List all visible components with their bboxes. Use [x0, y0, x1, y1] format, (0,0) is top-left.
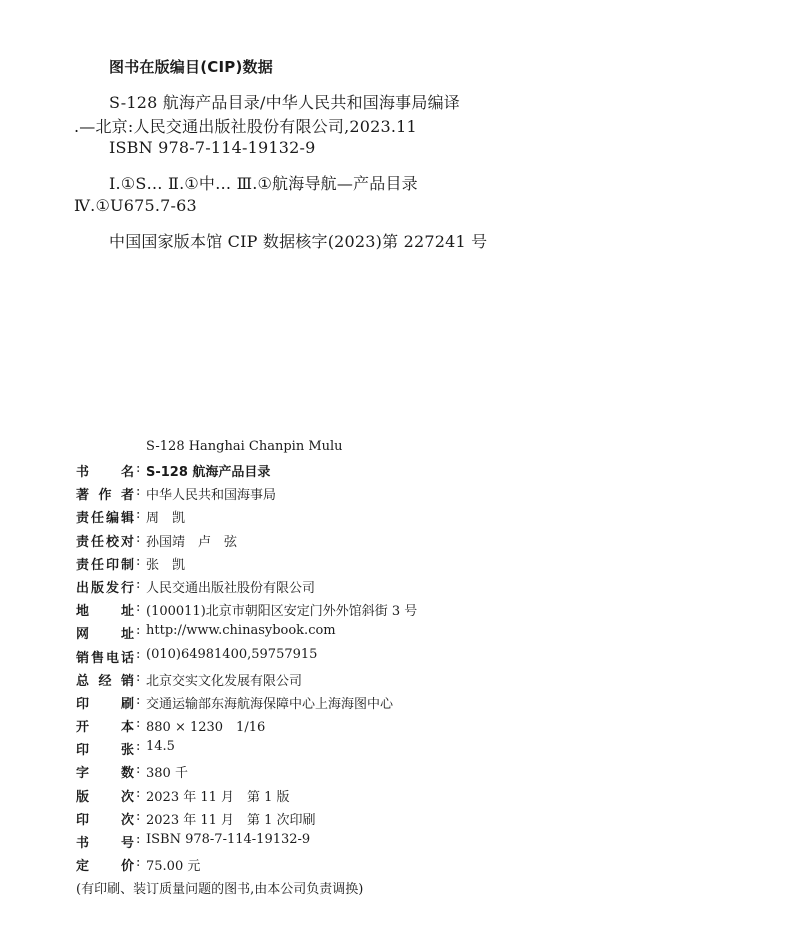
- colophon-row-colon: :: [136, 507, 141, 523]
- label-char: 开: [76, 720, 90, 736]
- colophon-row-colon: :: [136, 808, 141, 824]
- colophon-row-colon: :: [136, 762, 141, 778]
- label-char: 辑: [120, 511, 134, 527]
- colophon-row-colon: :: [136, 716, 141, 732]
- colophon-row-label: [76, 855, 134, 874]
- colophon-row-colon: :: [136, 785, 141, 801]
- colophon-row-colon: :: [136, 600, 141, 616]
- colophon-row-value: 周 凯: [146, 511, 186, 527]
- colophon-row: [76, 645, 756, 668]
- cip-data-block: [0, 0, 790, 420]
- colophon-row-label: [76, 484, 134, 503]
- colophon-row-value: (100011)北京市朝阳区安定门外外馆斜街 3 号: [146, 604, 418, 620]
- colophon-row-label: [76, 623, 134, 642]
- colophon-row: [76, 575, 756, 598]
- label-char: 价: [120, 859, 134, 875]
- label-char: 发: [105, 580, 119, 596]
- colophon-row: [76, 668, 756, 691]
- colophon-row-label: [76, 554, 134, 573]
- colophon-row: [76, 459, 756, 482]
- colophon-row-label: [76, 577, 134, 596]
- label-char: 字: [76, 766, 90, 782]
- colophon-row: [76, 691, 756, 714]
- label-char: 制: [120, 557, 134, 573]
- colophon-row: [76, 598, 756, 621]
- colophon-row: [76, 853, 756, 876]
- label-char: 行: [120, 580, 134, 596]
- label-char: 次: [120, 789, 134, 805]
- label-char: 次: [120, 812, 134, 828]
- colophon-row: [76, 807, 756, 830]
- colophon-row-value: 2023 年 11 月 第 1 版: [146, 789, 290, 805]
- label-char: 印: [76, 696, 90, 712]
- colophon-row-label: [76, 600, 134, 619]
- label-char: 印: [76, 743, 90, 759]
- colophon-row-label: [76, 670, 134, 689]
- colophon-row-label: [76, 693, 134, 712]
- colophon-row: [76, 830, 756, 853]
- colophon-row-value: 人民交通出版社股份有限公司: [146, 580, 316, 596]
- colophon-row-colon: :: [136, 576, 141, 592]
- label-char: 号: [120, 836, 134, 851]
- label-char: 印: [76, 812, 90, 828]
- colophon-row-colon: :: [136, 832, 141, 847]
- cip-line-isbn: ISBN 978-7-114-19132-9: [109, 138, 316, 157]
- colophon-row: [76, 760, 756, 783]
- colophon-row: [76, 505, 756, 528]
- label-char: 作: [98, 488, 112, 504]
- label-char: 销: [76, 650, 90, 666]
- label-char: 责: [76, 511, 90, 527]
- label-char: 印: [105, 557, 119, 573]
- colophon-row-colon: :: [136, 484, 141, 500]
- colophon-row-label: [76, 507, 134, 526]
- cip-line-subjects: Ⅰ.①S… Ⅱ.①中… Ⅲ.①航海导航—产品目录: [109, 174, 418, 193]
- label-char: 网: [76, 627, 90, 643]
- label-char: 任: [90, 511, 104, 527]
- colophon-row-colon: :: [136, 692, 141, 708]
- cip-line-classification: Ⅳ.①U675.7-63: [74, 196, 197, 215]
- label-char: 电: [105, 650, 119, 666]
- colophon-row: [76, 529, 756, 552]
- colophon-row-colon: :: [136, 739, 141, 755]
- colophon-row-value: 75.00 元: [146, 859, 201, 875]
- label-char: 书: [76, 836, 90, 851]
- cip-line-publisher: .—北京:人民交通出版社股份有限公司,2023.11: [74, 117, 417, 136]
- label-char: 校: [105, 534, 119, 550]
- label-char: 销: [120, 673, 134, 689]
- colophon-row-colon: :: [136, 855, 141, 871]
- pinyin-title: S-128 Hanghai Chanpin Mulu: [146, 439, 343, 454]
- label-char: 出: [76, 580, 90, 596]
- colophon-row: [76, 621, 756, 644]
- colophon-row-value: 交通运输部东海航海保障中心上海海图中心: [146, 696, 394, 712]
- colophon-row-value: 880 × 1230 1/16: [146, 720, 266, 736]
- label-char: 定: [76, 859, 90, 875]
- label-char: 张: [120, 743, 134, 759]
- label-char: 址: [120, 604, 134, 620]
- colophon-row-value: 中华人民共和国海事局: [146, 488, 277, 504]
- colophon-row: [76, 737, 756, 760]
- colophon-row-colon: :: [136, 553, 141, 569]
- colophon-row-value: http://www.chinasybook.com: [146, 623, 336, 639]
- label-char: 名: [120, 465, 134, 480]
- colophon-row-value: 北京交实文化发展有限公司: [146, 673, 303, 689]
- colophon-row-value: 孙国靖 卢 弦: [146, 534, 238, 550]
- label-char: 话: [120, 650, 134, 666]
- label-char: 著: [76, 488, 90, 504]
- label-char: 数: [120, 766, 134, 782]
- label-char: 址: [120, 627, 134, 643]
- colophon-row-label: [76, 461, 134, 480]
- label-char: 任: [90, 534, 104, 550]
- colophon-row-colon: :: [136, 669, 141, 685]
- colophon-row-label: [76, 809, 134, 828]
- colophon-row: [76, 552, 756, 575]
- label-char: 任: [90, 557, 104, 573]
- label-char: 售: [90, 650, 104, 666]
- colophon-row-value: S-128 航海产品目录: [146, 465, 271, 480]
- colophon-rows: [76, 459, 756, 876]
- colophon-row-value: (010)64981400,59757915: [146, 646, 318, 662]
- colophon-row-label: [76, 832, 134, 851]
- colophon-row-label: [76, 716, 134, 735]
- colophon-row-label: [76, 647, 134, 666]
- colophon-row: [76, 714, 756, 737]
- colophon-row-value: 380 千: [146, 766, 188, 782]
- label-char: 版: [76, 789, 90, 805]
- label-char: 本: [120, 720, 134, 736]
- colophon-row: [76, 482, 756, 505]
- footer-note: (有印刷、装订质量问题的图书,由本公司负责调换): [76, 882, 364, 897]
- colophon-row-label: [76, 762, 134, 781]
- colophon-row-label: [76, 786, 134, 805]
- colophon-row-value: 14.5: [146, 739, 175, 755]
- cip-heading: 图书在版编目(CIP)数据: [109, 58, 273, 76]
- label-char: 地: [76, 604, 90, 620]
- label-char: 总: [76, 673, 90, 689]
- label-char: 编: [105, 511, 119, 527]
- colophon-row-value: ISBN 978-7-114-19132-9: [146, 832, 311, 847]
- cip-registration: 中国国家版本馆 CIP 数据核字(2023)第 227241 号: [109, 232, 488, 251]
- label-char: 经: [98, 673, 112, 689]
- cip-line-title: S-128 航海产品目录/中华人民共和国海事局编译: [109, 93, 460, 112]
- label-char: 责: [76, 557, 90, 573]
- colophon-row-label: [76, 531, 134, 550]
- colophon-row-colon: :: [136, 623, 141, 639]
- label-char: 者: [120, 488, 134, 504]
- label-char: 版: [90, 580, 104, 596]
- colophon-row-colon: :: [136, 530, 141, 546]
- label-char: 刷: [120, 696, 134, 712]
- colophon-row-value: 张 凯: [146, 557, 186, 573]
- colophon-row-label: [76, 739, 134, 758]
- label-char: 书: [76, 465, 90, 480]
- colophon-row-colon: :: [136, 646, 141, 662]
- label-char: 责: [76, 534, 90, 550]
- colophon-row: [76, 784, 756, 807]
- label-char: 对: [120, 534, 134, 550]
- colophon-row-colon: :: [136, 461, 141, 476]
- colophon-row-value: 2023 年 11 月 第 1 次印刷: [146, 812, 316, 828]
